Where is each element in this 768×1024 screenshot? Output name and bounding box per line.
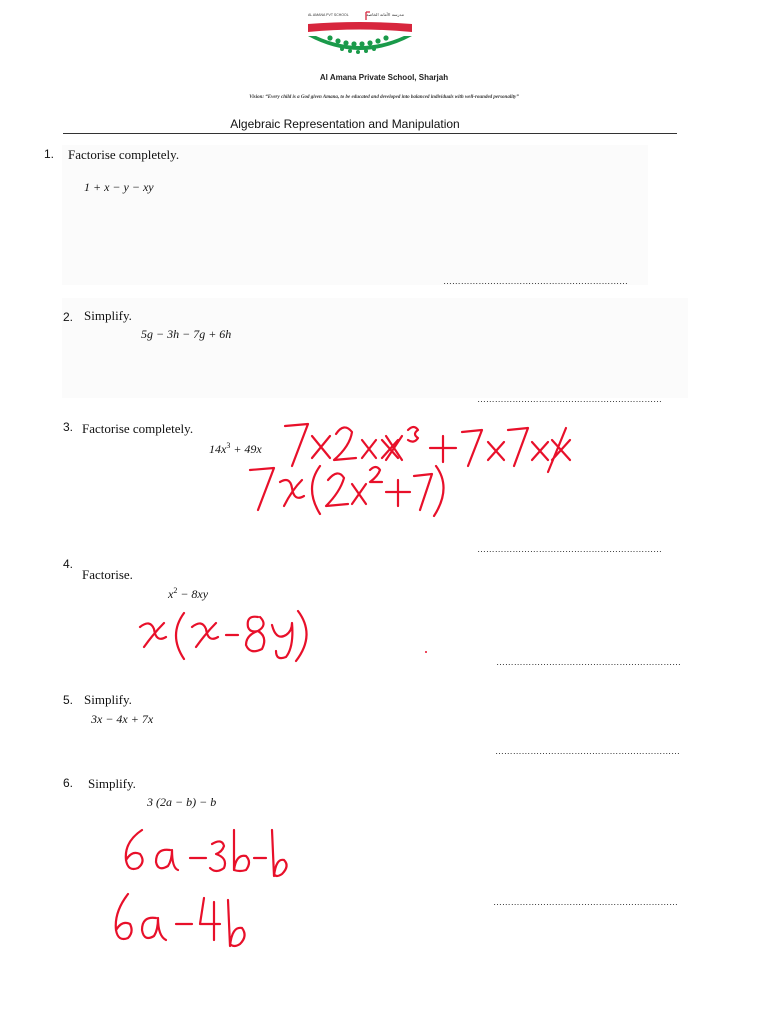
question-3-number: 3.	[63, 420, 74, 434]
vision-label: Vision:	[249, 95, 265, 100]
school-logo-graphic	[300, 8, 420, 66]
question-4-answer-line: ………………………………………………………	[496, 657, 681, 667]
question-2-expression: 5g − 3h − 7g + 6h	[141, 327, 232, 341]
logo-text-en: AL AMANA PVT SCHOOL	[308, 13, 349, 17]
question-4-instruction: Factorise.	[82, 567, 133, 582]
worksheet-title: Algebraic Representation and Manipulation	[230, 117, 460, 131]
question-5-expression: 3x − 4x + 7x	[91, 712, 154, 726]
question-6-answer-line: ………………………………………………………	[493, 897, 678, 907]
question-6-number: 6.	[63, 776, 74, 790]
question-4-expression	[168, 586, 208, 602]
question-1-instruction: Factorise completely.	[68, 147, 180, 162]
question-4-expression-base: x	[168, 587, 174, 601]
question-1-number: 1.	[44, 147, 55, 161]
logo-red-band	[308, 22, 412, 32]
school-logo	[300, 8, 420, 66]
handwritten-answer-q4	[130, 605, 440, 665]
question-5-instruction: Simplify.	[84, 692, 132, 707]
handwritten-answer-q3	[240, 410, 580, 520]
question-6-expression: 3 (2a − b) − b	[147, 795, 217, 809]
title-divider	[63, 133, 677, 134]
question-1-expression: 1 + x − y − xy	[84, 180, 154, 194]
vision-statement	[0, 95, 768, 100]
vision-text: “Every child is a God given Amana, to be educated and developed into balanced individuals with well-rounded personality”	[265, 95, 519, 100]
question-5-answer-line: ………………………………………………………	[495, 746, 680, 756]
question-2-number: 2.	[63, 310, 74, 324]
question-3-instruction: Factorise completely.	[82, 421, 194, 436]
handwritten-answer-q6	[110, 820, 310, 955]
question-2-answer-line: ………………………………………………………	[477, 394, 662, 404]
question-3-answer-line: ………………………………………………………	[477, 544, 662, 554]
question-3-expression-rest: + 49x	[230, 442, 262, 456]
question-6-instruction: Simplify.	[88, 776, 136, 791]
question-2-instruction: Simplify.	[84, 308, 132, 323]
question-1-answer-line: ………………………………………………………	[443, 276, 628, 286]
question-4-expression-rest: − 8xy	[177, 587, 209, 601]
school-name: Al Amana Private School, Sharjah	[319, 73, 449, 82]
question-3-expression-base: 14x	[209, 442, 227, 456]
scan-shadow	[62, 145, 648, 285]
question-4-number: 4.	[63, 557, 74, 571]
logo-text-ar: مدرسة الأمانة الخاصة	[366, 12, 404, 17]
question-3-expression-exponent: 3	[226, 441, 231, 450]
scan-shadow	[62, 298, 688, 398]
question-4-expression-exponent: 2	[173, 586, 178, 595]
question-5-number: 5.	[63, 693, 74, 707]
